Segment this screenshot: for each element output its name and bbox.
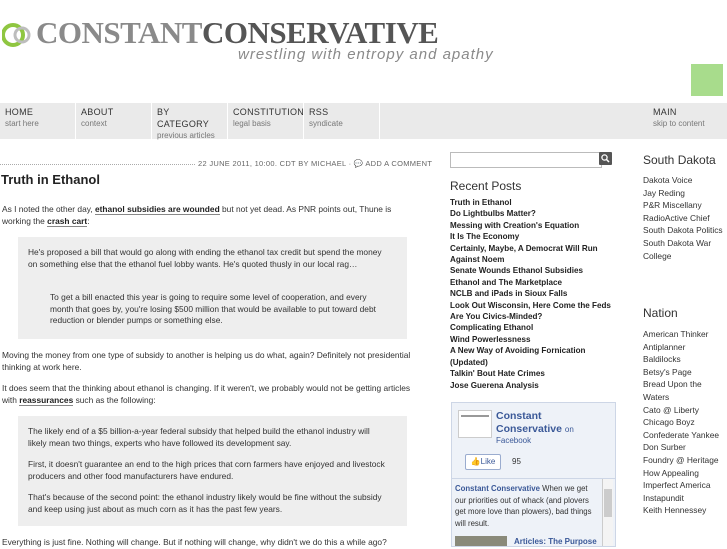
nav-title: HOME bbox=[5, 107, 34, 117]
blogroll-link[interactable]: Antiplanner bbox=[643, 341, 686, 352]
nav-sub: context bbox=[81, 119, 107, 128]
recent-post-link[interactable]: Wind Powerlessness bbox=[450, 334, 531, 344]
nested-quote-paragraph: To get a bill enacted this year is going to require some level of cooperation, and every month that goes by, you're losing $500 million that would be available to put toward debt reduction or blender pumps or something else. bbox=[50, 292, 376, 325]
quote-paragraph: That's because of the second point: the ethanol industry likely would be fine without the subsidy and keep using just about as much corn as it has the past few years. bbox=[28, 492, 382, 514]
facebook-page-thumbnail[interactable] bbox=[458, 410, 492, 438]
nav-constitution[interactable] bbox=[228, 103, 304, 139]
nav-sub: previous articles bbox=[157, 131, 215, 140]
recent-post-link[interactable]: Complicating Ethanol bbox=[450, 323, 534, 333]
blogroll-link[interactable]: Don Surber bbox=[643, 442, 686, 453]
text: but not yet dead. As PNR points out, Thune is working the bbox=[2, 204, 392, 226]
recent-post-link[interactable]: Look Out Wisconsin, Here Come the Feds bbox=[450, 300, 611, 310]
nation-heading: Nation bbox=[643, 306, 678, 320]
facebook-post bbox=[455, 483, 597, 529]
facebook-widget bbox=[451, 402, 616, 547]
text: : bbox=[87, 215, 90, 226]
blogroll-link[interactable]: South Dakota War College bbox=[643, 237, 712, 261]
nation-links bbox=[643, 328, 727, 517]
facebook-scrollbar[interactable] bbox=[602, 479, 613, 546]
nav-home[interactable] bbox=[0, 103, 76, 139]
nav-about[interactable] bbox=[76, 103, 152, 139]
recent-post-link[interactable]: A New Way of Avoiding Fornication (Updated) bbox=[450, 346, 586, 367]
recent-post-link[interactable]: Truth in Ethanol bbox=[450, 198, 512, 207]
nav-sub: start here bbox=[5, 119, 39, 128]
nav-sub: skip to content bbox=[653, 119, 705, 128]
blogroll-link[interactable]: Dakota Voice bbox=[643, 175, 693, 185]
post-meta bbox=[0, 158, 433, 170]
recent-posts-heading: Recent Posts bbox=[450, 179, 522, 193]
post-paragraph-3 bbox=[2, 383, 422, 406]
post-title[interactable]: Truth in Ethanol bbox=[1, 172, 100, 187]
accent-box bbox=[691, 64, 723, 96]
recent-post-link[interactable]: Talkin' Bout Hate Crimes bbox=[450, 369, 545, 379]
search-input[interactable] bbox=[450, 152, 602, 168]
nav-title: ABOUT bbox=[81, 107, 114, 117]
post-meta-text[interactable]: 22 JUNE 2011, 10:00. CDT BY MICHAEL · 💬 ADD A COMMENT bbox=[198, 159, 433, 168]
recent-post-link[interactable]: NCLB and iPads in Sioux Falls bbox=[450, 289, 568, 299]
recent-post-link[interactable]: Do Lightbulbs Matter? bbox=[450, 209, 536, 219]
cc-logo-icon bbox=[2, 20, 32, 50]
nav-title: MAIN bbox=[653, 107, 677, 117]
recent-post-link[interactable]: Certainly, Maybe, A Democrat Will Run Against Noem bbox=[450, 243, 598, 265]
nav-title: BY CATEGORY bbox=[157, 107, 210, 129]
site-title-part1: CONSTANT bbox=[36, 15, 202, 50]
nav-title: CONSTITUTION bbox=[233, 107, 305, 117]
recent-post-link[interactable]: Jose Guerena Analysis bbox=[450, 380, 539, 390]
scrollbar-thumb[interactable] bbox=[604, 489, 612, 517]
quote-paragraph: First, it doesn't guarantee an end to the high prices that corn farmers have enjoyed and livestock producers and other food manufacturers have endured. bbox=[28, 459, 385, 481]
text: such as the following: bbox=[73, 394, 156, 405]
nav-main[interactable] bbox=[648, 103, 727, 139]
main-nav bbox=[0, 103, 727, 139]
link-reassurances[interactable]: reassurances bbox=[19, 394, 74, 405]
nav-sub: legal basis bbox=[233, 119, 271, 128]
quote-paragraph: The likely end of a $5 billion-a-year federal subsidy that helped build the ethanol industry will likely mean two things, experts who have followed its development say. bbox=[28, 426, 370, 448]
text: It does seem that the thinking about ethanol is changing. If it weren't, we probably would not be getting articles with bbox=[2, 383, 411, 405]
meta-divider bbox=[0, 164, 195, 165]
link-ethanol-subsidies[interactable]: ethanol subsidies are wounded bbox=[94, 204, 220, 214]
recent-post-link[interactable]: Are You Civics-Minded? bbox=[450, 312, 543, 322]
blogroll-link[interactable]: Bread Upon the Waters bbox=[643, 379, 702, 402]
recent-posts-list bbox=[450, 197, 620, 391]
blogroll-link[interactable]: How Appealing bbox=[643, 467, 699, 478]
facebook-link-title[interactable]: Articles: The Purpose bbox=[514, 537, 597, 546]
site-title-part2: CONSERVATIVE bbox=[201, 15, 439, 50]
facebook-like-button[interactable] bbox=[465, 454, 501, 470]
blogroll-link[interactable]: Keith Hennessey bbox=[643, 505, 707, 516]
thumbs-up-icon: 👍 bbox=[470, 457, 481, 466]
blockquote-1 bbox=[18, 237, 407, 339]
blogroll-link[interactable]: Chicago Boyz bbox=[643, 417, 695, 428]
facebook-post-author[interactable]: Constant Conservative bbox=[455, 484, 540, 493]
blogroll-link[interactable]: Imperfect America bbox=[643, 480, 711, 491]
recent-post-link[interactable]: It Is The Economy bbox=[450, 232, 520, 242]
search-button[interactable] bbox=[599, 152, 612, 165]
like-label: Like bbox=[480, 457, 496, 466]
blogroll-link[interactable]: Confederate Yankee bbox=[643, 429, 720, 440]
recent-post-link[interactable]: Ethanol and The Marketplace bbox=[450, 277, 562, 287]
blogroll-link[interactable]: RadioActive Chief bbox=[643, 212, 710, 223]
text: As I noted the other day, bbox=[2, 204, 95, 214]
blogroll-link[interactable]: Instapundit bbox=[643, 492, 684, 503]
search-icon bbox=[599, 152, 612, 165]
post-paragraph-1 bbox=[2, 204, 422, 227]
nav-rss[interactable] bbox=[304, 103, 380, 139]
facebook-page-name[interactable] bbox=[496, 410, 608, 436]
link-crash-cart[interactable]: crash cart bbox=[47, 215, 88, 226]
blogroll-link[interactable]: P&R Miscellany bbox=[643, 200, 702, 211]
quote-paragraph: He's proposed a bill that would go along with ending the ethanol tax credit but spend the money on something else that the ethanol fuel lobby wants. He's quoted thusly in our local rag… bbox=[28, 247, 382, 269]
blogroll-link[interactable]: South Dakota Politics bbox=[643, 225, 723, 236]
blogroll-link[interactable]: Betsy's Page bbox=[643, 366, 692, 377]
facebook-network-link[interactable]: Facebook bbox=[496, 436, 532, 445]
blockquote-2 bbox=[18, 416, 407, 526]
post-paragraph-4: Everything is just fine. Nothing will change. But if nothing will change, why didn't we do this a while ago? bbox=[2, 537, 387, 547]
fb-on-text: on bbox=[564, 425, 574, 434]
south-dakota-links bbox=[643, 174, 727, 262]
site-title[interactable] bbox=[36, 16, 438, 50]
blogroll-link[interactable]: Baldilocks bbox=[643, 354, 681, 365]
facebook-link-image[interactable] bbox=[455, 536, 507, 547]
blogroll-link[interactable]: American Thinker bbox=[643, 329, 709, 339]
south-dakota-heading: South Dakota bbox=[643, 153, 716, 167]
facebook-like-count: 95 bbox=[512, 457, 521, 466]
post-paragraph-2: Moving the money from one type of subsidy to another is helping us do what, again? Definitely not presidential thinking at work here. bbox=[2, 350, 411, 372]
blogroll-link[interactable]: Cato @ Liberty bbox=[643, 404, 699, 415]
nav-by-category[interactable] bbox=[152, 103, 228, 139]
blogroll-link[interactable]: Foundry @ Heritage bbox=[643, 454, 719, 465]
blogroll-link[interactable]: Jay Reding bbox=[643, 187, 685, 198]
fb-divider bbox=[452, 478, 615, 479]
recent-post-link[interactable]: Messing with Creation's Equation bbox=[450, 220, 580, 230]
facebook-post-text: When we get our priorities out of whack (and plovers get more love than plowers), bad things will result. bbox=[455, 484, 592, 528]
fb-page-name-text: Constant Conservative bbox=[496, 410, 562, 435]
recent-post-link[interactable]: Senate Wounds Ethanol Subsidies bbox=[450, 266, 583, 276]
site-tagline: wrestling with entropy and apathy bbox=[238, 46, 494, 63]
nav-title: RSS bbox=[309, 107, 329, 117]
nav-sub: syndicate bbox=[309, 119, 343, 128]
